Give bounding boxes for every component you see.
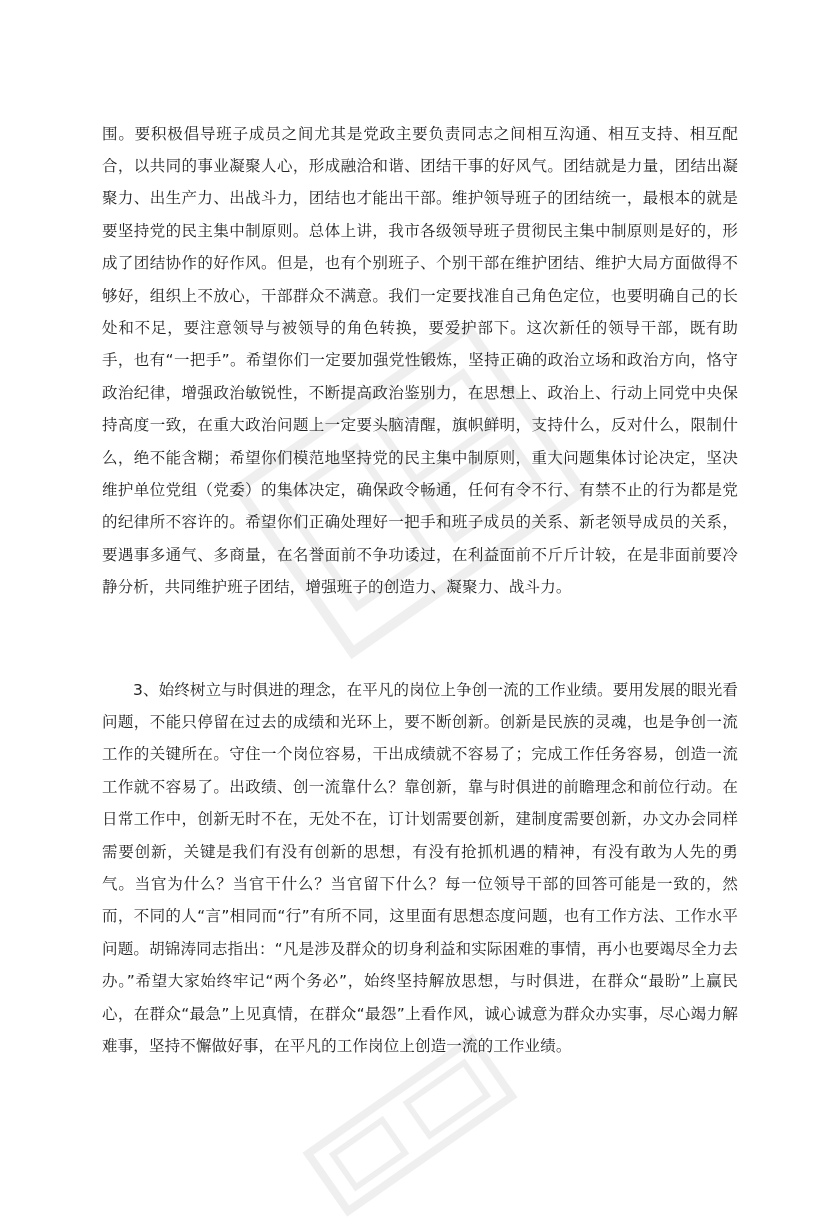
body-paragraph: 围。要积极倡导班子成员之间尤其是党政主要负责同志之间相互沟通、相互支持、相互配合，以共同的事业凝聚人心，形成融洽和谐、团结干事的好风气。团结就是力量，团结出凝聚力、出生产力、出战斗力，团结也才能出干部。维护领导班子的团结统一，最根本的就是要坚持党的民主集中制原则。总体上讲，我市各级领导班子贯彻民主集中制原则是好的，形成了团结协作的好作风。但是，也有个别班子、个别干部在维护团结、维护大局方面做得不够好，组织上不放心，干部群众不满意。我们一定要找准自己角色定位，也要明确自己的长处和不足，要注意领导与被领导的角色转换，要爱护部下。这次新任的领导干部，既有助手，也有“一把手”。希望你们一定要加强党性锻炼，坚持正确的政治立场和政治方向，恪守政治纪律，增强政治敏锐性，不断提高政治鉴别力，在思想上、政治上、行动上同党中央保持高度一致，在重大政治问题上一定要头脑清醒，旗帜鲜明，支持什么，反对什么，限制什么，绝不能含糊；希望你们模范地坚持党的民主集中制原则，重大问题集体讨论决定，坚决维护单位党组（党委）的集体决定，确保政令畅通，任何有令不行、有禁不止的行为都是党的纪律所不容许的。希望你们正确处理好一把手和班子成员的关系、新老领导成员的关系，要遇事多通气、多商量，在名誉面前不争功诿过，在利益面前不斤斤计较，在是非面前要冷静分析，共同维护班子团结，增强班子的创造力、凝聚力、战斗力。 xyxy=(102,124,738,597)
body-paragraph: 3、始终树立与时俱进的理念，在平凡的岗位上争创一流的工作业绩。要用发展的眼光看问题，不能只停留在过去的成绩和光环上，要不断创新。创新是民族的灵魂，也是争创一流工作的关键所在。守住一个岗位容易，干出成绩就不容易了；完成工作任务容易，创造一流工作就不容易了。出政绩、创一流靠什么？靠创新，靠与时俱进的前瞻理念和前位行动。在日常工作中，创新无时不在，无处不在，订计划需要创新，建制度需要创新，办文办会同样需要创新，关键是我们有没有创新的思想，有没有抢抓机遇的精神，有没有敢为人先的勇气。当官为什么？当官干什么？当官留下什么？每一位领导干部的回答可能是一致的，然而，不同的人“言”相同而“行”有所不同，这里面有思想态度问题，也有工作方法、工作水平问题。胡锦涛同志指出：“凡是涉及群众的切身利益和实际困难的事情，再小也要竭尽全力去办。”希望大家始终牢记“两个务必”，始终坚持解放思想，与时俱进，在群众“最盼”上赢民心，在群众“最急”上见真情，在群众“最怨”上看作风，诚心诚意为群众办实事，尽心竭力解难事，坚持不懈做好事，在平凡的工作岗位上创造一流的工作业绩。 xyxy=(102,680,738,1055)
